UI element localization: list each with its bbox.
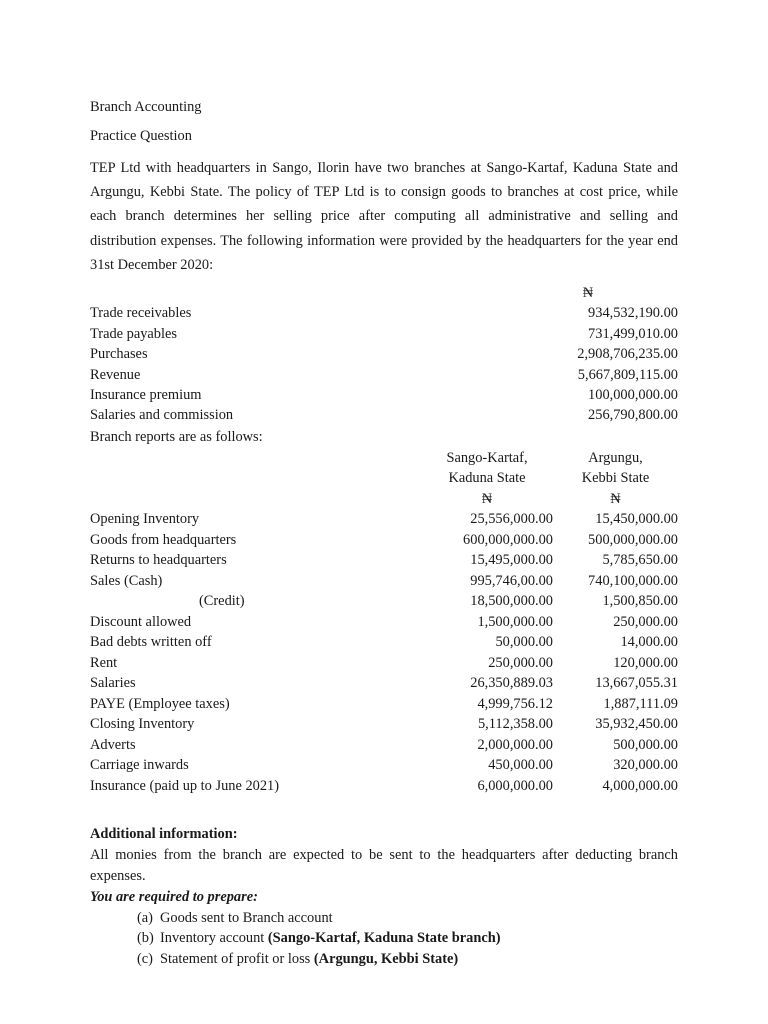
table-row [90, 571, 678, 592]
branch-header-spacer-2 [90, 468, 421, 489]
row-label: Revenue [90, 366, 141, 383]
row-value-argungu: 14,000.00 [620, 634, 678, 651]
additional-information-body: All monies from the branch are expected to be sent to the headquarters after deducting branch expenses. [90, 847, 678, 884]
intro-paragraph: TEP Ltd with headquarters in Sango, Ilorin have two branches at Sango-Kartaf, Kaduna State and Argungu, Kebbi State. The policy of TEP Ltd is to consign goods to branches at cost price, while each branch determines her selling price after computing all administrative and selling and distribution expenses. The following information were provided by the headquarters for the year end 31st December 2020: [90, 160, 678, 273]
row-value-sango-kartaf: 26,350,889.03 [470, 675, 553, 692]
branch-table-body [90, 509, 678, 796]
row-value-argungu: 500,000.00 [613, 736, 678, 753]
row-amount: 5,667,809,115.00 [577, 366, 678, 383]
row-amount: 934,532,190.00 [588, 305, 678, 322]
table-row [90, 303, 678, 323]
additional-information-heading: Additional information: [90, 826, 238, 843]
list-item-text: Statement of profit or loss [160, 951, 314, 968]
row-value-sango-kartaf: 50,000.00 [495, 634, 553, 651]
branch-table-head [90, 448, 678, 510]
branch-currency-row [90, 489, 678, 510]
table-row [90, 591, 678, 612]
table-row [90, 755, 678, 776]
table-row [90, 385, 678, 405]
branch-reports-table [90, 448, 678, 797]
row-label: Insurance premium [90, 387, 202, 404]
headquarters-currency-symbol: ₦ [582, 285, 594, 302]
branch1-header-line2: Kaduna State [448, 470, 526, 487]
row-value-argungu: 1,500,850.00 [602, 593, 678, 610]
row-amount: 2,908,706,235.00 [577, 346, 678, 363]
list-marker: (c) [137, 951, 153, 968]
row-value-sango-kartaf: 4,999,756.12 [477, 695, 553, 712]
table-row [90, 632, 678, 653]
row-label: Opening Inventory [90, 511, 200, 528]
row-value-sango-kartaf: 995,746,00.00 [470, 572, 553, 589]
row-amount: 731,499,010.00 [588, 325, 678, 342]
branch2-header-line1: Argungu, [588, 449, 643, 466]
branch-header-spacer-1 [90, 448, 421, 469]
branch-header-row-1 [90, 448, 678, 469]
row-label: Salaries and commission [90, 407, 234, 424]
list-item [90, 928, 678, 949]
list-item [90, 908, 678, 929]
table-row [90, 405, 678, 425]
row-label: Closing Inventory [90, 716, 195, 733]
branch2-header-line2: Kebbi State [581, 470, 650, 487]
table-row [90, 365, 678, 385]
headquarters-currency-spacer [90, 283, 498, 303]
row-label: Sales (Cash) [90, 572, 163, 589]
table-row [90, 550, 678, 571]
table-row [90, 324, 678, 344]
headquarters-currency-row [90, 283, 678, 303]
row-label: Returns to headquarters [90, 552, 227, 569]
row-value-sango-kartaf: 5,112,358.00 [477, 716, 553, 733]
table-row [90, 344, 678, 364]
requirements-list [90, 908, 678, 970]
row-value-argungu: 740,100,000.00 [588, 572, 678, 589]
row-label: Adverts [90, 736, 136, 753]
row-value-argungu: 320,000.00 [613, 757, 678, 774]
list-marker: (b) [137, 930, 154, 947]
row-label: (Credit) [199, 593, 245, 610]
row-value-sango-kartaf: 2,000,000.00 [477, 736, 553, 753]
required-heading: You are required to prepare: [90, 888, 258, 905]
table-row [90, 612, 678, 633]
row-amount: 100,000,000.00 [588, 387, 678, 404]
list-item-bold-suffix: (Argungu, Kebbi State) [313, 951, 459, 968]
list-item [90, 949, 678, 970]
table-row [90, 714, 678, 735]
row-value-argungu: 5,785,650.00 [602, 552, 678, 569]
table-row [90, 735, 678, 756]
branch-currency-spacer [90, 489, 421, 510]
branch-reports-intro: Branch reports are as follows: [90, 428, 263, 445]
branch2-currency-symbol: ₦ [610, 490, 621, 507]
branch1-currency-symbol: ₦ [481, 490, 493, 507]
table-row [90, 530, 678, 551]
row-value-argungu: 500,000,000.00 [588, 531, 678, 548]
row-label: Rent [90, 654, 118, 671]
row-value-sango-kartaf: 15,495,000.00 [470, 552, 553, 569]
row-value-sango-kartaf: 250,000.00 [488, 654, 553, 671]
row-label: Goods from headquarters [90, 531, 237, 548]
row-label: Salaries [90, 675, 136, 692]
row-value-sango-kartaf: 450,000.00 [488, 757, 553, 774]
table-row [90, 694, 678, 715]
document-content [90, 93, 678, 970]
list-marker: (a) [137, 909, 153, 926]
row-value-argungu: 35,932,450.00 [595, 716, 678, 733]
row-value-argungu: 4,000,000.00 [602, 777, 678, 794]
row-value-sango-kartaf: 25,556,000.00 [470, 511, 553, 528]
table-row [90, 776, 678, 797]
row-value-sango-kartaf: 6,000,000.00 [477, 777, 553, 794]
row-value-sango-kartaf: 600,000,000.00 [463, 531, 553, 548]
branch1-header-line1: Sango-Kartaf, [446, 449, 528, 466]
row-value-argungu: 250,000.00 [613, 613, 678, 630]
row-value-argungu: 1,887,111.09 [603, 695, 678, 712]
row-label: Insurance (paid up to June 2021) [90, 777, 280, 794]
table-row [90, 673, 678, 694]
row-label: PAYE (Employee taxes) [90, 695, 230, 712]
list-item-text: Goods sent to Branch account [160, 909, 333, 926]
list-item-bold-suffix: (Sango-Kartaf, Kaduna State branch) [267, 930, 501, 947]
row-amount: 256,790,800.00 [588, 407, 678, 424]
row-value-argungu: 13,667,055.31 [595, 675, 678, 692]
headquarters-figures-table [90, 283, 678, 426]
row-label: Trade receivables [90, 305, 192, 322]
row-value-argungu: 15,450,000.00 [595, 511, 678, 528]
row-value-sango-kartaf: 1,500,000.00 [477, 613, 553, 630]
list-item-text: Inventory account [160, 930, 268, 947]
document-title: Branch Accounting [90, 99, 202, 115]
row-label: Purchases [90, 346, 148, 363]
table-row [90, 653, 678, 674]
row-label: Carriage inwards [90, 757, 189, 774]
row-label: Trade payables [90, 325, 177, 342]
table-row [90, 509, 678, 530]
document-subtitle: Practice Question [90, 128, 192, 144]
row-value-argungu: 120,000.00 [613, 654, 678, 671]
headquarters-table-body [90, 283, 678, 426]
row-value-sango-kartaf: 18,500,000.00 [470, 593, 553, 610]
branch-header-row-2 [90, 468, 678, 489]
row-label: Bad debts written off [90, 634, 212, 651]
row-label: Discount allowed [90, 613, 192, 630]
